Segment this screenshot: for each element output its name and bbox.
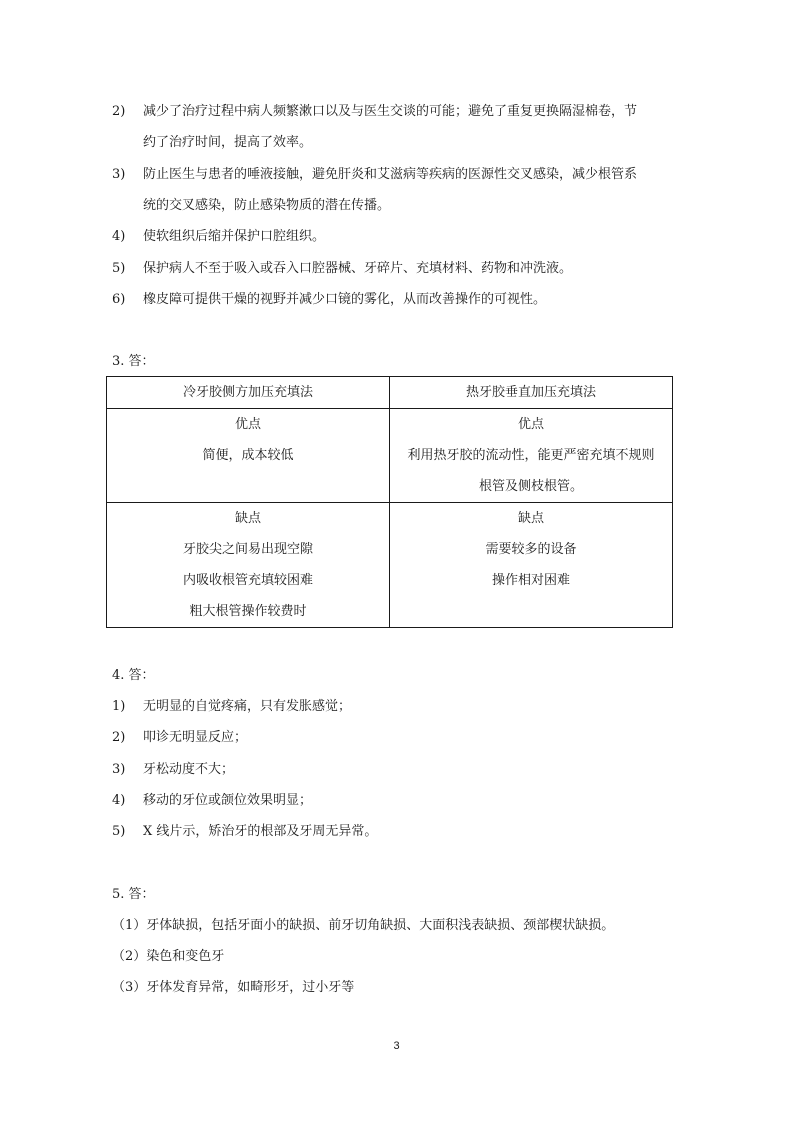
cons-line: 内吸收根管充填较困难 [182, 573, 313, 588]
table-header-hot [390, 377, 673, 409]
list-item [112, 754, 672, 785]
list-item-number: 5) [112, 261, 126, 276]
list-item-text: 减少了治疗过程中病人频繁漱口以及与医生交谈的可能；避免了重复更换隔湿棉卷，节 [143, 104, 638, 119]
list-item-number: 3) [112, 762, 126, 777]
list-item-number: 4) [112, 229, 126, 244]
comparison-table [106, 376, 673, 628]
list-item [112, 221, 672, 252]
list-item [112, 96, 672, 158]
list-item [112, 722, 672, 753]
pros-line: 简便，成本较低 [202, 448, 294, 463]
list-item-text: 无明显的自觉疼痛，只有发胀感觉； [143, 699, 352, 714]
list-item-text: 移动的牙位或颌位效果明显； [143, 793, 313, 808]
list-item-text: 使软组织后缩并保护口腔组织。 [143, 229, 326, 244]
list-item [112, 159, 672, 221]
table-cell-hot-cons [390, 503, 673, 628]
list-item-number: 3) [112, 167, 126, 182]
list-item-text: 防止医生与患者的唾液接触，避免肝炎和艾滋病等疾病的医源性交叉感染，减少根管系 [143, 167, 638, 182]
list-item-text: 保护病人不至于吸入或吞入口腔器械、牙碎片、充填材料、药物和冲洗液。 [143, 261, 573, 276]
list-item [112, 816, 672, 847]
cons-line: 粗大根管操作较费时 [189, 604, 307, 619]
list-item-text: X 线片示，矫治牙的根部及牙周无异常。 [143, 824, 378, 839]
list-item-text: 牙松动度不大； [143, 762, 235, 777]
list-item-number: 4) [112, 793, 126, 808]
table-header-cold [107, 377, 390, 409]
list-item-number: 2) [112, 104, 126, 119]
table-header-hot-text: 热牙胶垂直加压充填法 [465, 385, 596, 400]
cons-line: 操作相对困难 [491, 573, 570, 588]
list-item-number: 5) [112, 824, 126, 839]
q4-heading: 4. 答： [112, 668, 155, 683]
table-cell-cold-cons [107, 503, 390, 628]
list-item: （3）牙体发育异常，如畸形牙，过小牙等 [112, 980, 355, 995]
table-header-cold-text: 冷牙胶侧方加压充填法 [182, 385, 313, 400]
list-item [112, 284, 672, 315]
page-number: 3 [393, 1040, 400, 1052]
list-item-number: 1) [112, 699, 126, 714]
list-item [112, 253, 672, 284]
list-item [112, 785, 672, 816]
pros-label: 优点 [517, 417, 544, 432]
list-item [112, 691, 672, 722]
list-item-text-continued: 统的交叉感染，防止感染物质的潜在传播。 [143, 198, 391, 213]
q5-heading: 5. 答： [112, 887, 155, 902]
cons-label: 缺点 [517, 511, 544, 526]
pros-label: 优点 [234, 417, 261, 432]
table-cell-hot-pros [390, 409, 673, 503]
table-cell-cold-pros [107, 409, 390, 503]
list-item-text: 橡皮障可提供干燥的视野并减少口镜的雾化，从而改善操作的可视性。 [143, 292, 547, 307]
list-item-number: 6) [112, 292, 126, 307]
list-item-number: 2) [112, 730, 126, 745]
list-item: （2）染色和变色牙 [112, 949, 225, 964]
cons-line: 需要较多的设备 [485, 542, 577, 557]
pros-line: 利用热牙胶的流动性，能更严密充填不规则 [407, 448, 655, 463]
q3-heading: 3. 答： [112, 354, 155, 369]
pros-line: 根管及侧枝根管。 [478, 479, 583, 494]
cons-line: 牙胶尖之间易出现空隙 [182, 542, 313, 557]
list-item-text: 叩诊无明显反应； [143, 730, 248, 745]
list-item-text-continued: 约了治疗时间，提高了效率。 [143, 135, 313, 150]
list-item: （1）牙体缺损，包括牙面小的缺损、前牙切角缺损、大面积浅表缺损、颈部楔状缺损。 [112, 918, 615, 933]
cons-label: 缺点 [234, 511, 261, 526]
